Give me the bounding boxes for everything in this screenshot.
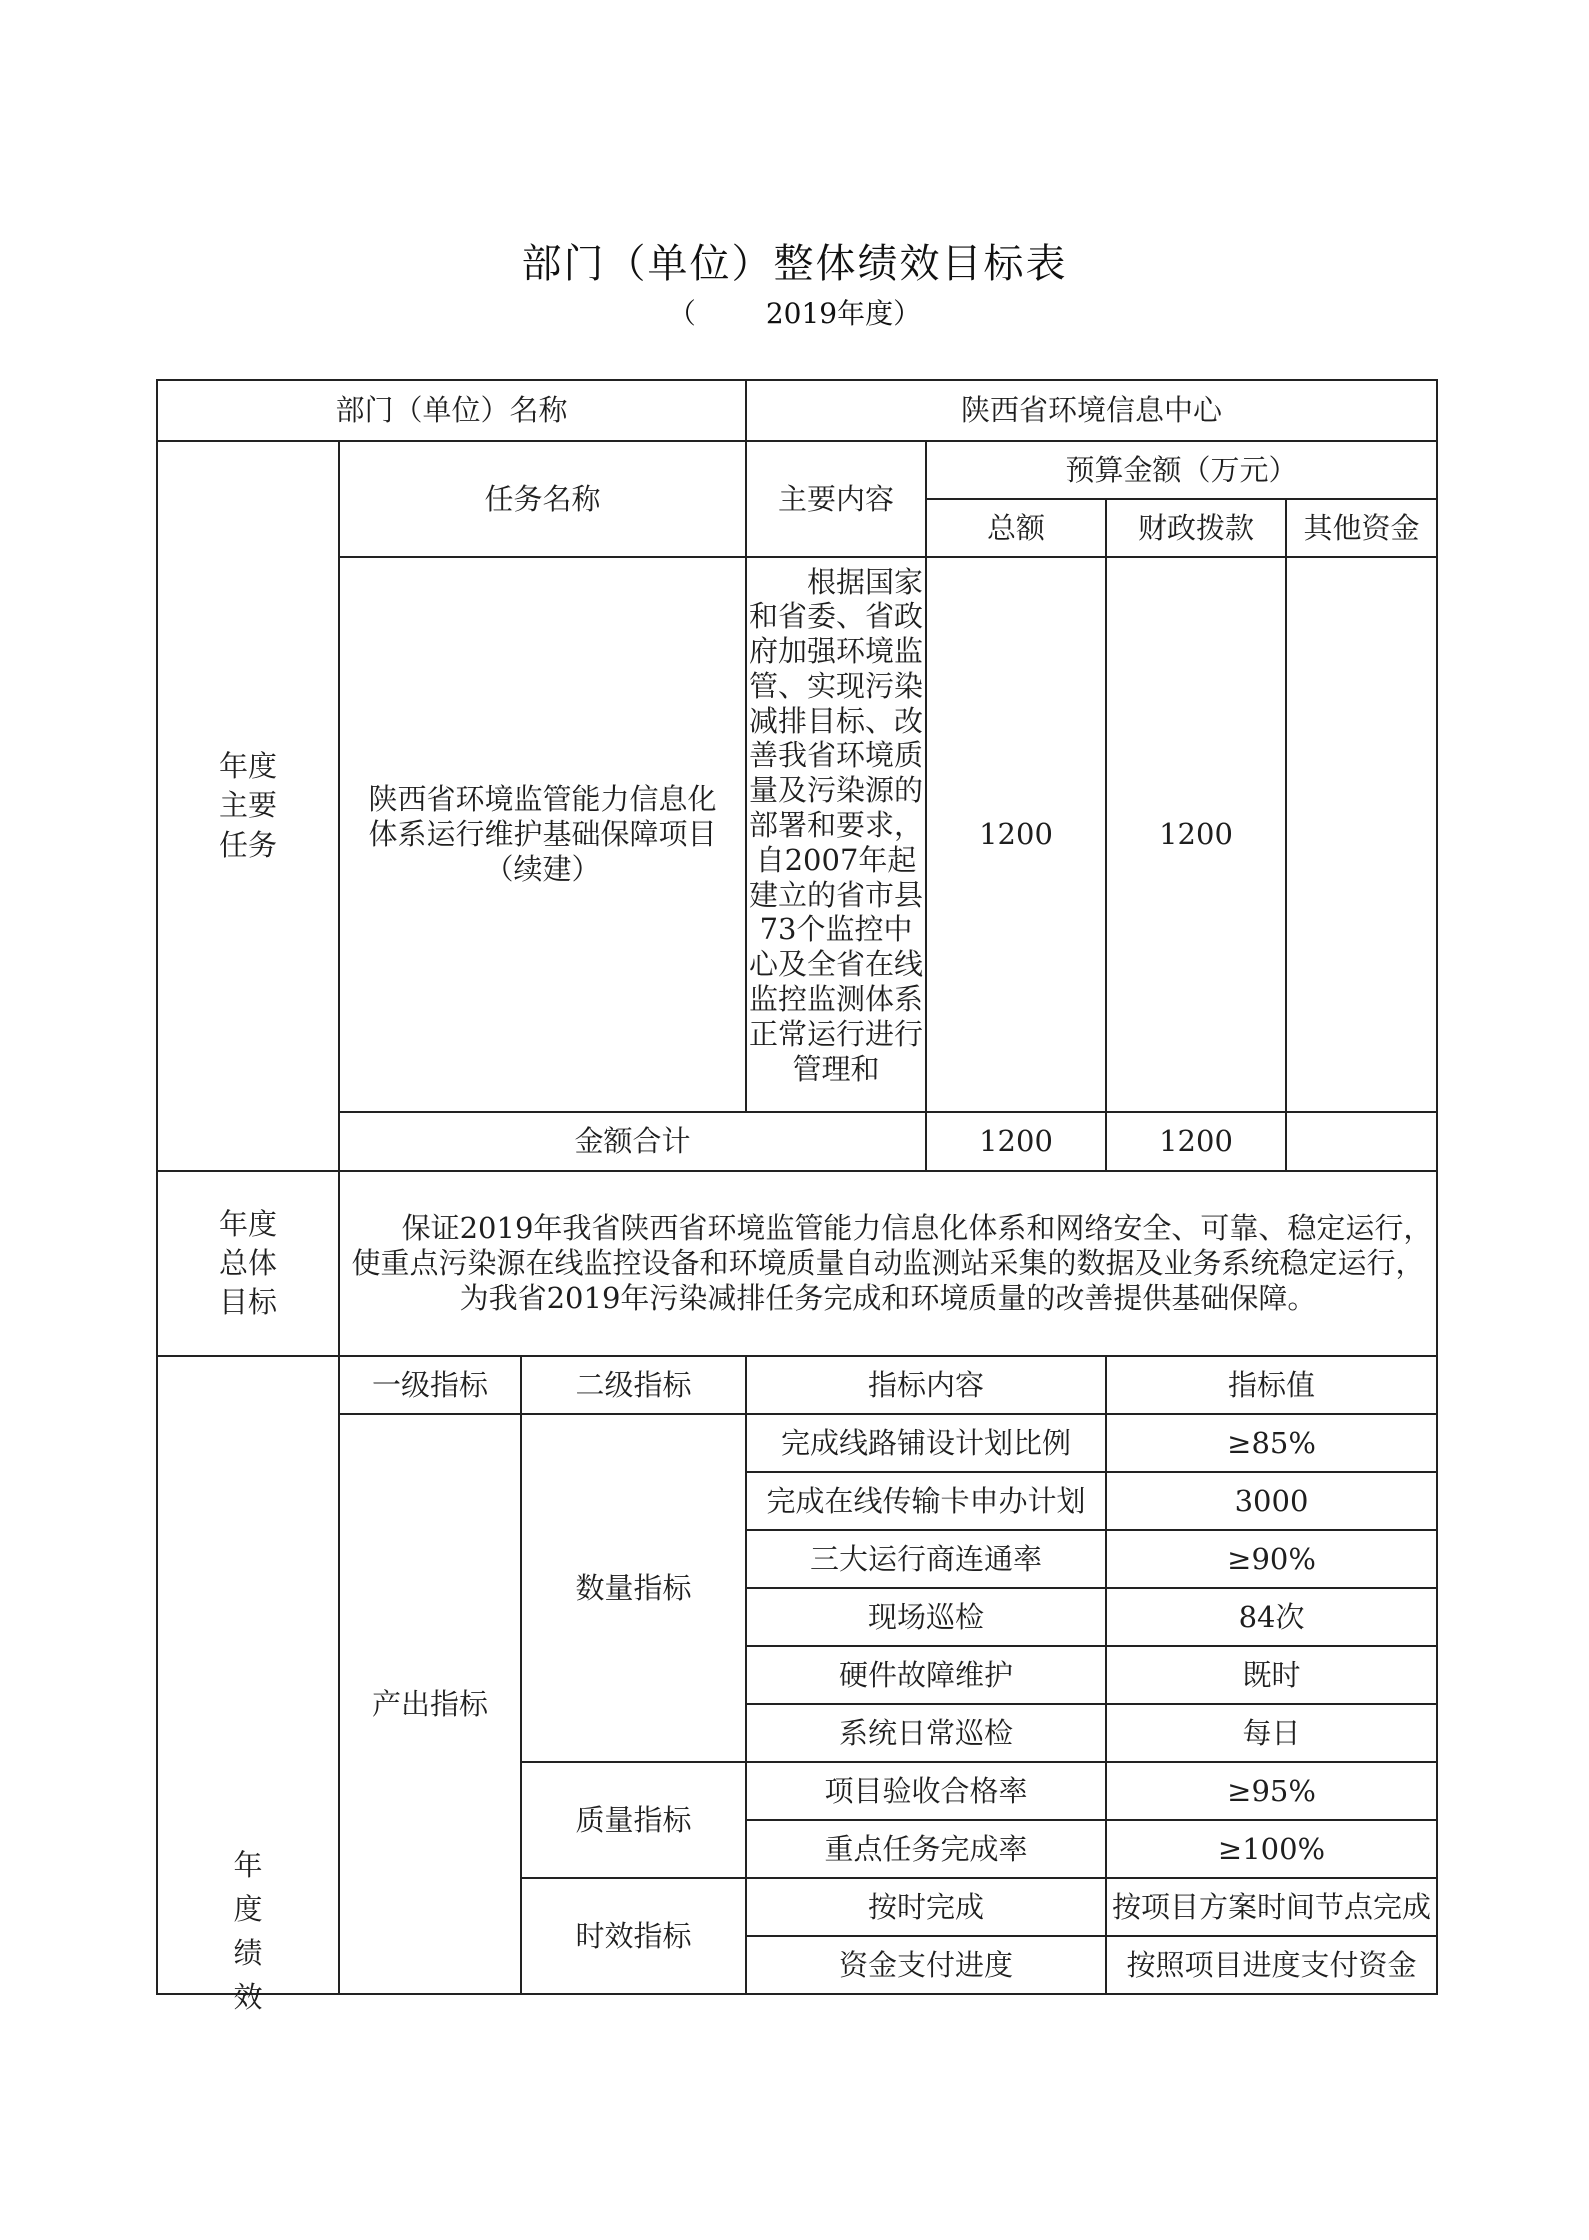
indicator-content: 系统日常巡检 bbox=[746, 1704, 1106, 1762]
indicator-value: 每日 bbox=[1106, 1704, 1437, 1762]
performance-target-table bbox=[156, 379, 1438, 2014]
level2-header: 二级指标 bbox=[521, 1356, 746, 1414]
task-total-cell: 1200 bbox=[926, 557, 1106, 1112]
sum-other bbox=[1286, 1112, 1437, 1171]
main-content-cell bbox=[746, 557, 926, 1112]
timeliness-indicators-label: 时效指标 bbox=[521, 1878, 746, 1994]
page-title: 部门（单位）整体绩效目标表 bbox=[521, 241, 1068, 287]
indicator-content: 现场巡检 bbox=[746, 1588, 1106, 1646]
budget-header: 预算金额（万元） bbox=[926, 441, 1437, 499]
indicator-content: 三大运行商连通率 bbox=[746, 1530, 1106, 1588]
task-other-cell bbox=[1286, 557, 1437, 1112]
year-line bbox=[0, 292, 1589, 332]
indicator-value: 3000 bbox=[1106, 1472, 1437, 1530]
annual-goal-label: 年度 总体 目标 bbox=[157, 1171, 339, 1356]
indicator-value: ≥85% bbox=[1106, 1414, 1437, 1472]
task-name-cell: 陕西省环境监管能力信息化体系运行维护基础保障项目（续建） bbox=[339, 557, 746, 1112]
indicator-value: ≥90% bbox=[1106, 1530, 1437, 1588]
indicator-value: 按项目方案时间节点完成 bbox=[1106, 1878, 1437, 1936]
annual-main-tasks-label: 年度 主要 任务 bbox=[157, 441, 339, 1171]
sum-fiscal: 1200 bbox=[1106, 1112, 1286, 1171]
indicator-value: 既时 bbox=[1106, 1646, 1437, 1704]
year-open: （ bbox=[667, 297, 696, 330]
indicator-content: 按时完成 bbox=[746, 1878, 1106, 1936]
indicator-content: 资金支付进度 bbox=[746, 1936, 1106, 1994]
indicator-content-header: 指标内容 bbox=[746, 1356, 1106, 1414]
indicator-content: 项目验收合格率 bbox=[746, 1762, 1106, 1820]
indicator-content: 完成在线传输卡申办计划 bbox=[746, 1472, 1106, 1530]
main-content-text: 根据国家和省委、省政府加强环境监管、实现污染减排目标、改善我省环境质量及污染源的部署和要求，自2007年起建立的省市县73个监控中心及全省在线监控监测体系正常运行进行管理和 bbox=[749, 564, 924, 1086]
sum-total: 1200 bbox=[926, 1112, 1106, 1171]
indicator-content: 重点任务完成率 bbox=[746, 1820, 1106, 1878]
output-indicators-label: 产出指标 bbox=[339, 1414, 521, 1994]
indicator-value: 84次 bbox=[1106, 1588, 1437, 1646]
indicator-value: ≥95% bbox=[1106, 1762, 1437, 1820]
total-header: 总额 bbox=[926, 499, 1106, 557]
indicator-content: 完成线路铺设计划比例 bbox=[746, 1414, 1106, 1472]
indicator-value-header: 指标值 bbox=[1106, 1356, 1437, 1414]
indicator-content: 硬件故障维护 bbox=[746, 1646, 1106, 1704]
other-funds-header: 其他资金 bbox=[1286, 499, 1437, 557]
quantity-indicators-label: 数量指标 bbox=[521, 1414, 746, 1762]
annual-goal-text-cell bbox=[339, 1171, 1437, 1356]
main-content-header: 主要内容 bbox=[746, 441, 926, 557]
year-suffix: 年度） bbox=[837, 297, 922, 330]
annual-performance-label: 年 度 绩 效 bbox=[157, 1356, 339, 1994]
task-fiscal-cell: 1200 bbox=[1106, 557, 1286, 1112]
year-value: 2019 bbox=[765, 297, 838, 330]
level1-header: 一级指标 bbox=[339, 1356, 521, 1414]
indicator-value: ≥100% bbox=[1106, 1820, 1437, 1878]
sum-label: 金额合计 bbox=[339, 1112, 926, 1171]
dept-name-label: 部门（单位）名称 bbox=[157, 380, 746, 441]
annual-goal-text: 保证2019年我省陕西省环境监管能力信息化体系和网络安全、可靠、稳定运行，使重点污染源在线监控设备和环境质量自动监测站采集的数据及业务系统稳定运行，为我省2019年污染减排任务完成和环境质量的改善提供基础保障。 bbox=[351, 1211, 1433, 1315]
task-name-header: 任务名称 bbox=[339, 441, 746, 557]
indicator-value: 按照项目进度支付资金 bbox=[1106, 1936, 1437, 1994]
fiscal-header: 财政拨款 bbox=[1106, 499, 1286, 557]
dept-name-value: 陕西省环境信息中心 bbox=[746, 380, 1437, 441]
quality-indicators-label: 质量指标 bbox=[521, 1762, 746, 1878]
